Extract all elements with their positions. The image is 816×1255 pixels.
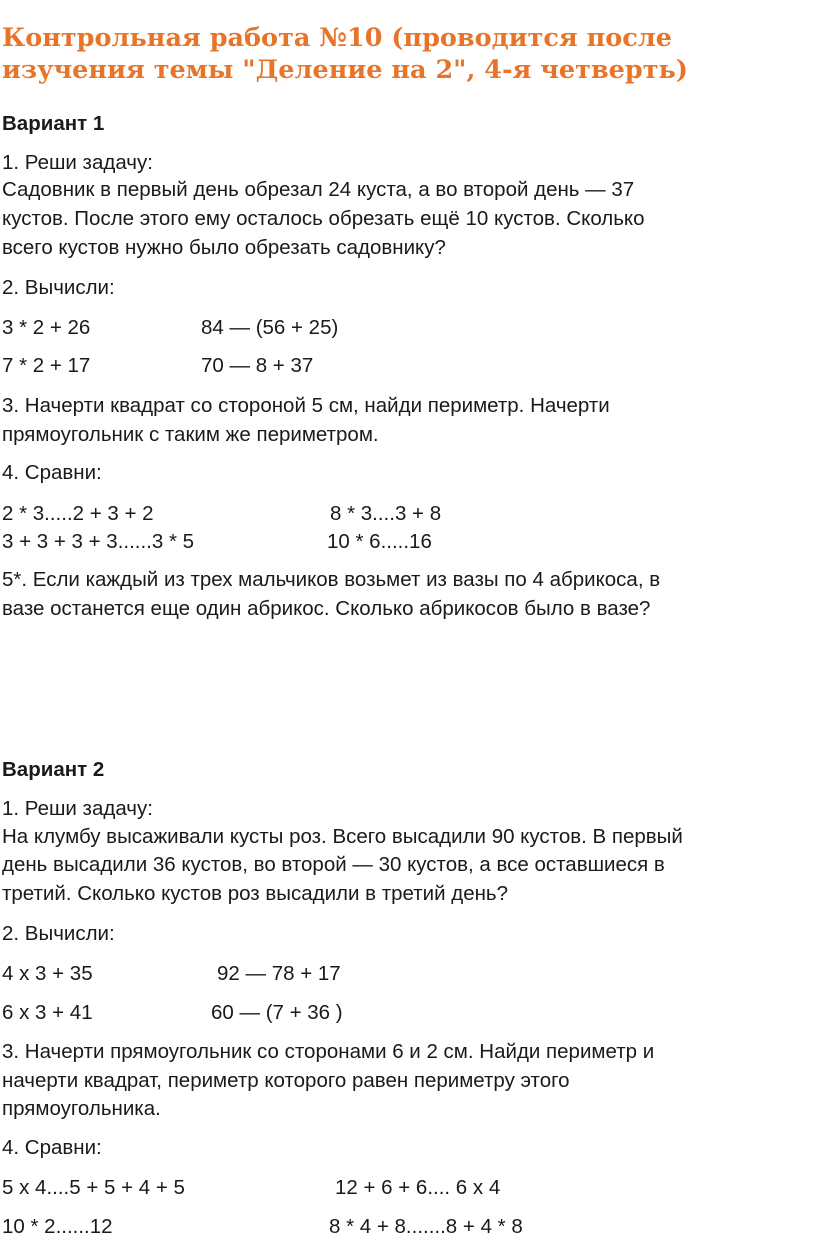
v2-q1-text-line: третий. Сколько кустов роз высадили в третий день? bbox=[2, 882, 509, 905]
v2-q1-text-line: На клумбу высаживали кусты роз. Всего высадили 90 кустов. В первый bbox=[2, 825, 683, 848]
title-line-1: Контрольная работа №10 (проводится после bbox=[2, 23, 672, 53]
v1-q2-expr: 70 — 8 + 37 bbox=[201, 354, 314, 377]
v2-q4-expr: 10 * 2......12 bbox=[2, 1215, 113, 1238]
v2-q2-label: 2. Вычисли: bbox=[2, 922, 115, 945]
v1-q5-text-line: вазе останется еще один абрикос. Сколько абрикосов было в вазе? bbox=[2, 597, 651, 620]
v2-q4-expr: 5 x 4....5 + 5 + 4 + 5 bbox=[2, 1176, 185, 1199]
v1-q3-text-line: прямоугольник с таким же периметром. bbox=[2, 423, 379, 446]
v2-q4-expr: 8 * 4 + 8.......8 + 4 * 8 bbox=[329, 1215, 523, 1238]
v2-q1-text-line: день высадили 36 кустов, во второй — 30 кустов, а все оставшиеся в bbox=[2, 853, 665, 876]
v2-q3-text-line: начерти квадрат, периметр которого равен периметру этого bbox=[2, 1069, 570, 1092]
v1-q1-text-line: кустов. После этого ему осталось обрезать ещё 10 кустов. Сколько bbox=[2, 207, 645, 230]
v1-q2-expr: 3 * 2 + 26 bbox=[2, 316, 91, 339]
variant-2-heading: Вариант 2 bbox=[2, 758, 105, 781]
v2-q4-expr: 12 + 6 + 6.... 6 x 4 bbox=[335, 1176, 501, 1199]
v1-q4-expr: 10 * 6.....16 bbox=[327, 530, 432, 553]
v2-q2-expr: 6 x 3 + 41 bbox=[2, 1001, 93, 1024]
title-line-2: изучения темы "Деление на 2", 4-я четверть) bbox=[2, 55, 688, 85]
v1-q1-label: 1. Реши задачу: bbox=[2, 151, 153, 174]
v1-q4-expr: 3 + 3 + 3 + 3......3 * 5 bbox=[2, 530, 195, 553]
v2-q2-expr: 60 — (7 + 36 ) bbox=[211, 1001, 343, 1024]
v1-q5-text-line: 5*. Если каждый из трех мальчиков возьмет из вазы по 4 абрикоса, в bbox=[2, 568, 661, 591]
v2-q2-expr: 92 — 78 + 17 bbox=[217, 962, 341, 985]
v1-q2-expr: 7 * 2 + 17 bbox=[2, 354, 91, 377]
variant-1-heading: Вариант 1 bbox=[2, 112, 105, 135]
worksheet-title bbox=[2, 22, 802, 86]
v1-q2-expr: 84 — (56 + 25) bbox=[201, 316, 339, 339]
v2-q1-label: 1. Реши задачу: bbox=[2, 797, 153, 820]
v2-q3-text-line: прямоугольника. bbox=[2, 1097, 161, 1120]
v2-q3-text-line: 3. Начерти прямоугольник со сторонами 6 и 2 см. Найди периметр и bbox=[2, 1040, 655, 1063]
v1-q1-text-line: всего кустов нужно было обрезать садовнику? bbox=[2, 236, 446, 259]
v1-q2-label: 2. Вычисли: bbox=[2, 276, 115, 299]
v2-q2-expr: 4 x 3 + 35 bbox=[2, 962, 93, 985]
v1-q3-text-line: 3. Начерти квадрат со стороной 5 см, найди периметр. Начерти bbox=[2, 394, 610, 417]
v1-q4-expr: 2 * 3.....2 + 3 + 2 bbox=[2, 502, 154, 525]
v1-q1-text-line: Садовник в первый день обрезал 24 куста, а во второй день — 37 bbox=[2, 178, 635, 201]
v2-q4-label: 4. Сравни: bbox=[2, 1136, 102, 1159]
v1-q4-label: 4. Сравни: bbox=[2, 461, 102, 484]
v1-q4-expr: 8 * 3....3 + 8 bbox=[330, 502, 442, 525]
